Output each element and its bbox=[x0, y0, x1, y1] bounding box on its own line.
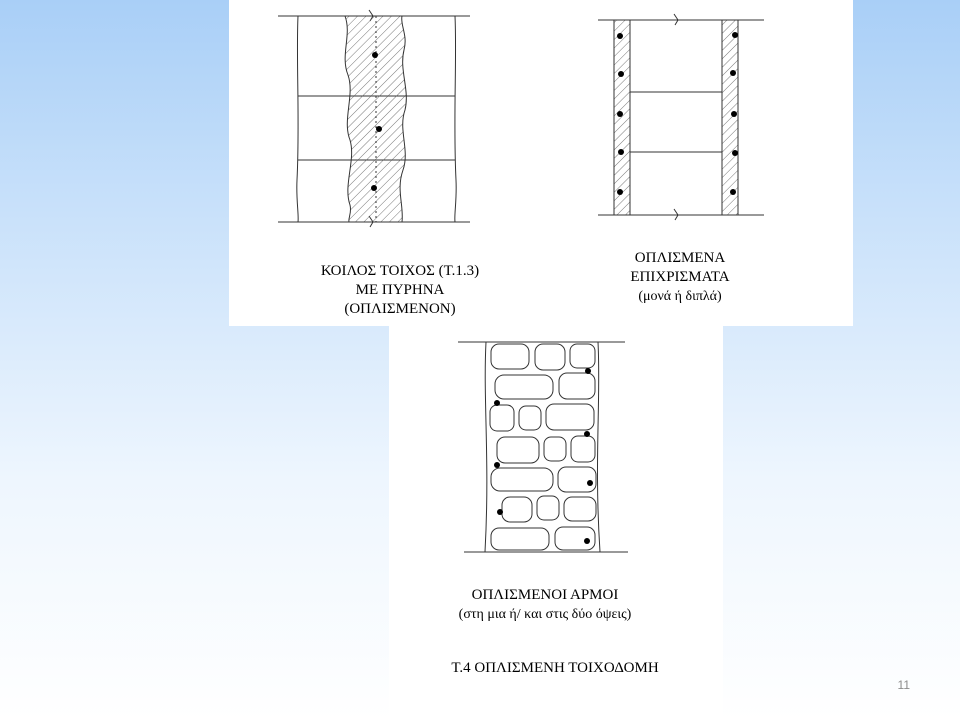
stone bbox=[491, 468, 553, 491]
hollow-wall-diagram bbox=[278, 10, 470, 227]
caption-line: ΟΠΛΙΣΜΕΝΑ bbox=[634, 250, 726, 266]
course-joints bbox=[630, 92, 722, 152]
stone bbox=[491, 344, 529, 369]
stone bbox=[546, 404, 594, 430]
stone bbox=[535, 344, 565, 370]
reinforced-plaster-caption bbox=[600, 249, 760, 306]
caption-line: (ΟΠΛΙΣΜΕΝΟΝ) bbox=[344, 301, 456, 317]
rebar-dot bbox=[618, 149, 624, 155]
caption-line: ΕΠΙΧΡΙΣΜΑΤΑ bbox=[630, 269, 730, 285]
rebar-dot bbox=[618, 71, 624, 77]
caption-line: (στη μια ή/ και στις δύο όψεις) bbox=[458, 607, 632, 622]
stone bbox=[537, 496, 559, 520]
caption-line: (μονά ή διπλά) bbox=[638, 289, 722, 304]
rebar-dot bbox=[584, 431, 590, 437]
stone bbox=[519, 406, 541, 430]
rebar-dot bbox=[732, 150, 738, 156]
stone bbox=[495, 375, 553, 399]
wall-left-edge bbox=[485, 342, 487, 552]
reinforced-plaster-diagram bbox=[598, 14, 764, 220]
caption-line: ΚΟΙΛΟΣ ΤΟΙΧΟΣ (Τ.1.3) bbox=[320, 263, 480, 279]
stone bbox=[502, 497, 532, 522]
rebar-dot bbox=[587, 480, 593, 486]
rebar-dot bbox=[497, 509, 503, 515]
rebar-dot bbox=[494, 462, 500, 468]
stone bbox=[559, 373, 595, 399]
rebar-dot bbox=[730, 189, 736, 195]
rebar-dot bbox=[617, 33, 623, 39]
stone bbox=[570, 344, 595, 368]
right-plaster-layer bbox=[722, 20, 738, 215]
rebar-dot bbox=[617, 189, 623, 195]
rebar-dot bbox=[376, 126, 382, 132]
stone bbox=[558, 467, 596, 492]
rebar-dot bbox=[730, 70, 736, 76]
reinforced-joints-diagram bbox=[458, 342, 628, 552]
outer-leaf-left-edge bbox=[297, 16, 298, 222]
caption-line: ΜΕ ΠΥΡΗΝΑ bbox=[355, 282, 445, 298]
stone bbox=[497, 437, 539, 463]
reinforced-joints-caption bbox=[400, 586, 690, 624]
page-number: 11 bbox=[897, 678, 910, 692]
left-plaster-layer bbox=[614, 20, 630, 215]
wall-right-edge bbox=[597, 342, 600, 552]
caption-line: ΟΠΛΙΣΜΕΝΟΙ ΑΡΜΟΙ bbox=[471, 587, 619, 603]
rebar-dot bbox=[732, 32, 738, 38]
stone bbox=[491, 528, 549, 550]
rebar-dot bbox=[617, 111, 623, 117]
rebar-dot bbox=[494, 400, 500, 406]
outer-leaf-right-edge bbox=[455, 16, 456, 222]
stone bbox=[544, 437, 566, 461]
rebar-dot bbox=[584, 538, 590, 544]
rebar-dot bbox=[731, 111, 737, 117]
stone bbox=[555, 527, 595, 550]
rebar-dot bbox=[371, 185, 377, 191]
figure-title: Τ.4 ΟΠΛΙΣΜΕΝΗ ΤΟΙΧΟΔΟΜΗ bbox=[451, 660, 659, 676]
rebar-dot bbox=[372, 52, 378, 58]
rebar-dot bbox=[585, 368, 591, 374]
stone bbox=[564, 497, 596, 521]
stone bbox=[571, 436, 595, 462]
hollow-wall-caption bbox=[280, 262, 520, 319]
stone-blocks bbox=[490, 344, 596, 550]
stone bbox=[490, 405, 514, 431]
